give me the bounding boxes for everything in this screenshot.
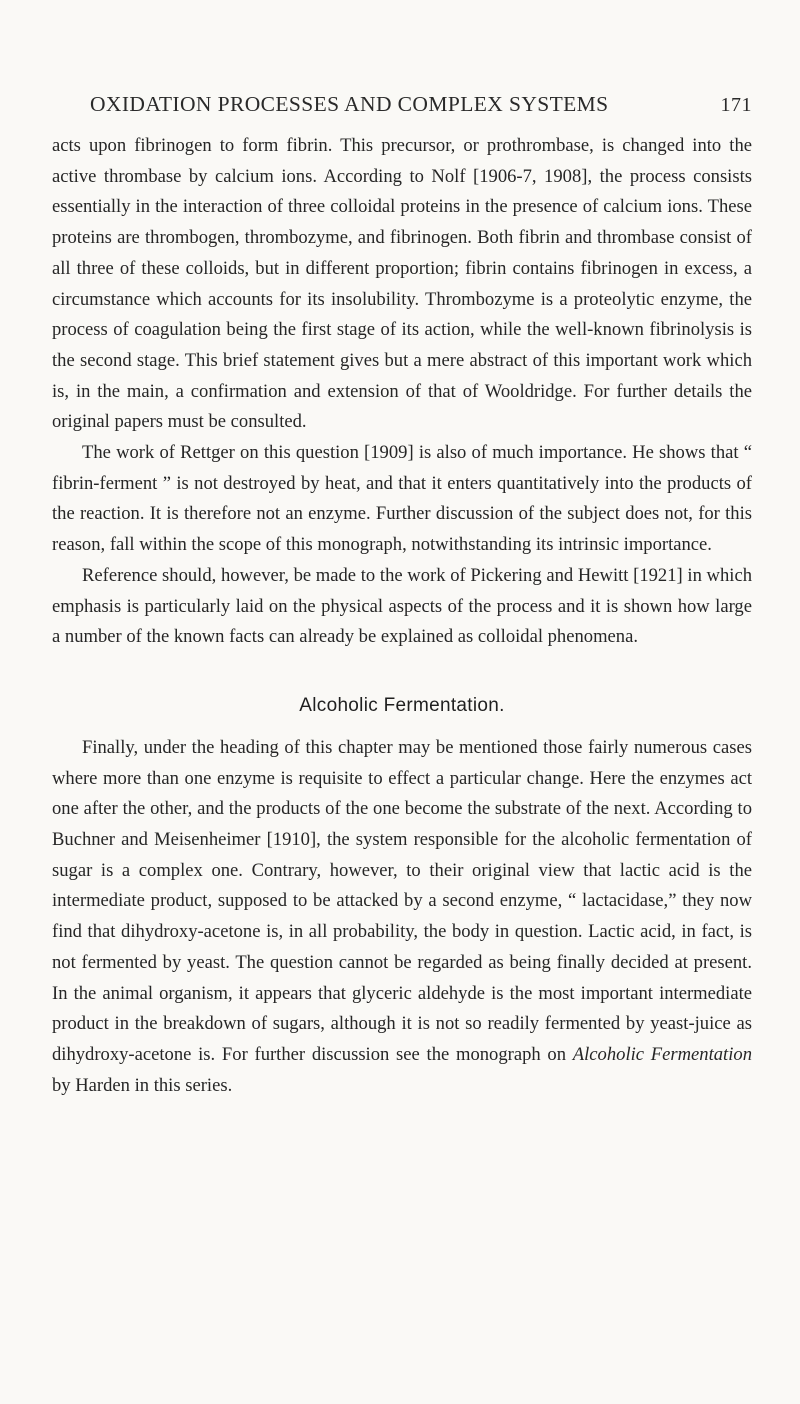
paragraph-coagulation: acts upon fibrinogen to form fibrin. This precursor, or prothrombase, is changed into the active thrombase by calcium ions. According to Nolf [1906-7, 1908], the process consists essentially in the interaction of three colloidal proteins in the presence of calcium ions. These proteins are thrombogen, thrombozyme, and fibrinogen. Both fibrin and thrombase consist of all three of these colloids, but in different proportion; fibrin contains fibrinogen in excess, a circumstance which accounts for its insolubility. Thrombozyme is a proteolytic enzyme, the process of coagulation being the first stage of its action, while the well-known fibrinolysis is the second stage. This brief statement gives but a mere abstract of this important work which is, in the main, a confirmation and extension of that of Wooldridge. For further details the original papers must be consulted. (52, 135, 752, 433)
paragraph-fermentation-end: by Harden in this series. (52, 1074, 233, 1096)
book-page (52, 92, 752, 1101)
running-head-title: OXIDATION PROCESSES AND COMPLEX SYSTEMS (90, 92, 609, 116)
section-heading: Alcoholic Fermentation. (299, 694, 505, 716)
page-number: 171 (720, 94, 752, 116)
monograph-title: Alcoholic Fermentation (572, 1043, 752, 1065)
paragraph-fermentation (52, 733, 752, 1101)
paragraph-pickering-hewitt: Reference should, however, be made to the work of Pickering and Hewitt [1921] in which emphasis is particularly laid on the physical aspects of the process and it is shown how large a number of the known facts can already be explained as colloidal phenomena. (52, 564, 752, 648)
paragraph-rettger: The work of Rettger on this question [1909] is also of much importance. He shows that “ fibrin-ferment ” is not destroyed by heat, and that it enters quantitatively into the products of the reaction. It is therefore not an enzyme. Further discussion of the subject does not, for this reason, fall within the scope of this monograph, notwithstanding its intrinsic importance. (52, 442, 752, 556)
running-head (52, 92, 752, 117)
paragraph-fermentation-text: Finally, under the heading of this chapter may be mentioned those fairly numerous cases where more than one enzyme is requisite to effect a particular change. Here the enzymes act one after the other, and the products of the one become the substrate of the next. According to Buchner and Meisenheimer [1910], the system responsible for the alcoholic fermentation of sugar is a complex one. Contrary, however, to their original view that lactic acid is the intermediate product, supposed to be attacked by a second enzyme, “ lactacidase,” they now find that dihydroxy-acetone is, in all probability, the body in question. Lactic acid, in fact, is not fermented by yeast. The question cannot be regarded as being finally decided at present. In the animal organism, it appears that glyceric aldehyde is the most important intermediate product in the breakdown of sugars, although it is not so readily fermented by yeast-juice as dihydroxy-acetone is. For further discussion see the monograph on (52, 736, 752, 1065)
